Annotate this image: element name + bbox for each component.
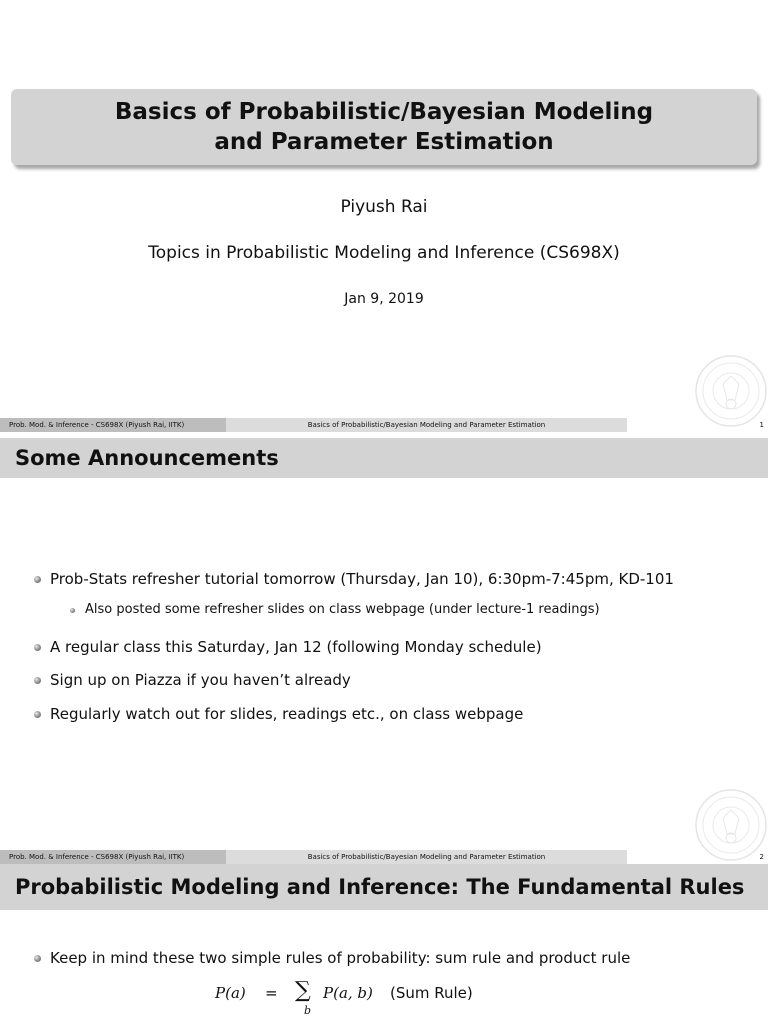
slide-title-line-2: and Parameter Estimation: [214, 129, 554, 155]
bullet-icon: [34, 644, 41, 651]
footer-course: Prob. Mod. & Inference - CS698X (Piyush Rai, IITK): [0, 850, 226, 864]
footer-course: Prob. Mod. & Inference - CS698X (Piyush Rai, IITK): [0, 418, 226, 432]
list-item: Sign up on Piazza if you haven’t already: [0, 669, 768, 691]
author: Piyush Rai: [340, 197, 428, 217]
announcements-slide: [0, 432, 768, 864]
slide-footer: [0, 418, 768, 432]
bullet-icon: [34, 576, 41, 583]
footer-page-number: 1: [759, 421, 764, 429]
list-item: Regularly watch out for slides, readings etc., on class webpage: [0, 703, 768, 725]
bullet-icon: [70, 608, 75, 613]
frame-title: Some Announcements: [0, 438, 768, 478]
bullet-icon: [34, 711, 41, 718]
title-box: [11, 89, 757, 165]
frame-title: Probabilistic Modeling and Inference: The Fundamental Rules: [0, 864, 768, 910]
list-item: Keep in mind these two simple rules of probability: sum rule and product rule: [0, 947, 768, 969]
sum-rule-equation: [0, 978, 768, 1024]
equation-equals: =: [265, 984, 278, 1002]
list-item: Also posted some refresher slides on class webpage (under lecture-1 readings): [0, 599, 768, 621]
equation-label: (Sum Rule): [390, 984, 473, 1002]
footer-title: Basics of Probabilistic/Bayesian Modeling and Parameter Estimation: [226, 850, 627, 864]
institute-seal-logo: [694, 354, 768, 428]
date: Jan 9, 2019: [344, 291, 424, 307]
footer-page-number: 2: [759, 853, 764, 861]
slide-footer: [0, 850, 768, 864]
list-item: A regular class this Saturday, Jan 12 (following Monday schedule): [0, 636, 768, 658]
footer-title: Basics of Probabilistic/Bayesian Modeling and Parameter Estimation: [226, 418, 627, 432]
equation-rhs: P(a, b): [323, 984, 373, 1002]
summation-symbol: ∑: [295, 978, 311, 1003]
list-item: Prob-Stats refresher tutorial tomorrow (Thursday, Jan 10), 6:30pm-7:45pm, KD-101: [0, 568, 768, 590]
course-name: Topics in Probabilistic Modeling and Inference (CS698X): [148, 243, 620, 263]
fundamental-rules-slide: [0, 864, 768, 1024]
equation-lhs: P(a): [215, 984, 246, 1002]
title-slide: [0, 0, 768, 432]
bullet-icon: [34, 955, 41, 962]
bullet-icon: [34, 677, 41, 684]
slide-title-line-1: Basics of Probabilistic/Bayesian Modeling: [114, 99, 654, 125]
summation-index: b: [304, 1004, 312, 1017]
